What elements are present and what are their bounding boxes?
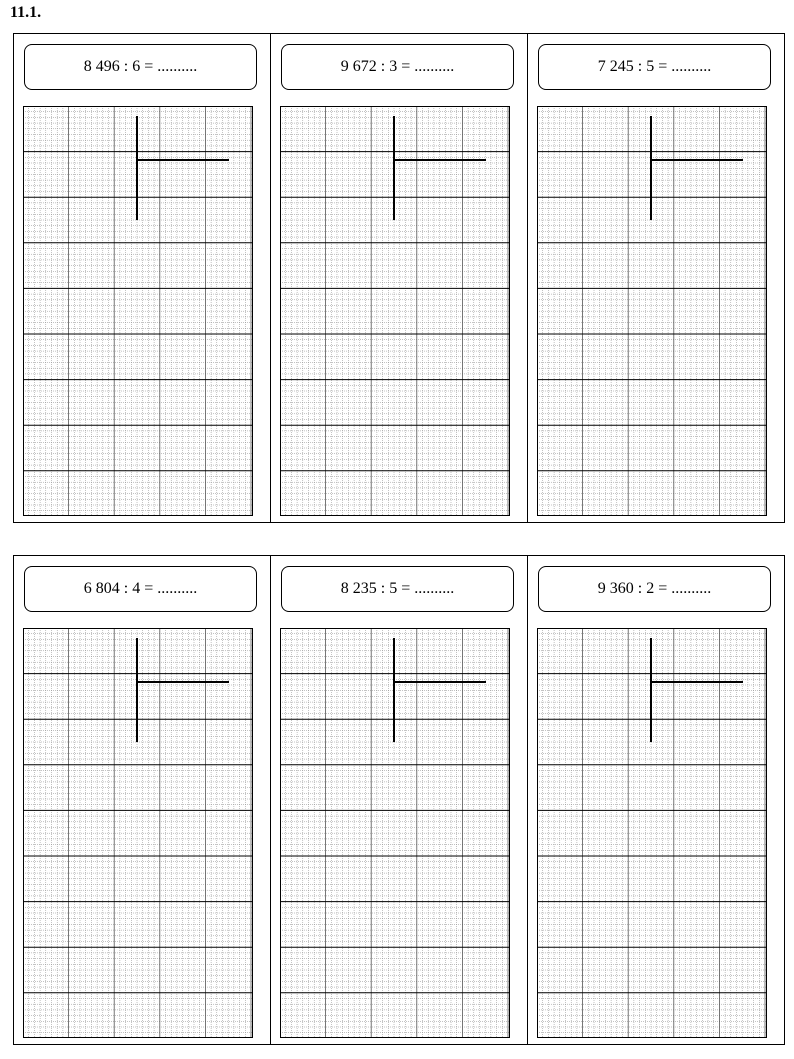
grid-paper[interactable] xyxy=(280,628,510,1038)
division-problem-text: 8 496 : 6 = .......... xyxy=(83,58,198,75)
division-problem-text: 7 245 : 5 = .......... xyxy=(597,58,712,75)
exercise-row-2 xyxy=(13,555,785,1045)
exercise-row-1 xyxy=(13,33,785,523)
division-problem-text: 9 360 : 2 = .......... xyxy=(597,580,712,597)
division-problem-box xyxy=(24,44,257,90)
grid-paper[interactable] xyxy=(23,106,253,516)
division-problem-text: 6 804 : 4 = .......... xyxy=(83,580,198,597)
division-problem-text: 8 235 : 5 = .......... xyxy=(340,580,455,597)
exercise-cell-1 xyxy=(14,34,271,522)
division-problem-box xyxy=(538,566,771,612)
exercise-cell-2 xyxy=(271,34,528,522)
exercise-cell-3 xyxy=(528,34,784,522)
division-problem-box xyxy=(24,566,257,612)
division-problem-box xyxy=(538,44,771,90)
grid-paper[interactable] xyxy=(537,106,767,516)
exercise-cell-5 xyxy=(271,556,528,1044)
exercise-cell-4 xyxy=(14,556,271,1044)
division-problem-box xyxy=(281,44,514,90)
exercise-number: 11.1. xyxy=(10,4,42,21)
exercise-cell-6 xyxy=(528,556,784,1044)
grid-paper[interactable] xyxy=(280,106,510,516)
grid-paper[interactable] xyxy=(537,628,767,1038)
division-problem-text: 9 672 : 3 = .......... xyxy=(340,58,455,75)
division-problem-box xyxy=(281,566,514,612)
grid-paper[interactable] xyxy=(23,628,253,1038)
